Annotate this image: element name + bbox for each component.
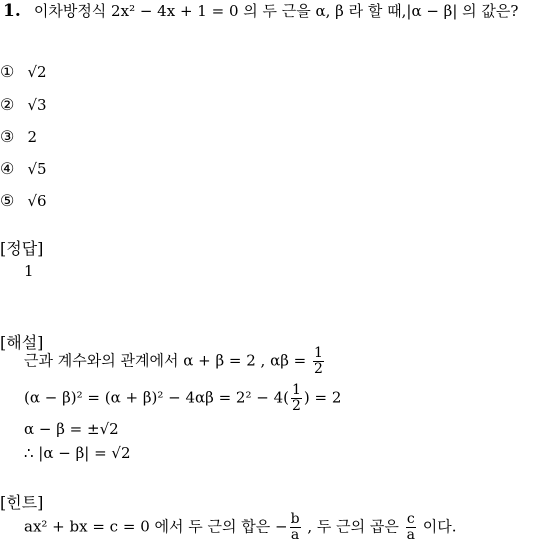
hint-middle: , 두 근의 곱은 [302,517,404,536]
fraction-denominator: 2 [313,361,323,377]
option-2-value: √3 [27,96,47,114]
question-number: 1. [3,1,21,21]
option-1-mark: ① [0,62,15,81]
option-3[interactable] [0,127,37,146]
answer-value: 1 [24,262,34,280]
fraction-denominator: a [290,527,300,543]
explanation-line-4: ∴ |α − β| = √2 [24,444,131,462]
option-4-value: √5 [27,160,47,178]
explanation-line-2 [24,383,341,414]
option-4-mark: ④ [0,159,15,178]
hint-suffix: 이다. [417,517,457,536]
hint-line [24,512,457,543]
fraction-numerator: b [290,511,300,527]
option-5-value: √6 [27,192,47,210]
explanation-line-2-prefix: (α − β)² = (α + β)² − 4αβ = 2² − 4( [24,388,289,407]
fraction-numerator: 1 [313,345,323,361]
hint-prefix: ax² + bx = c = 0 에서 두 근의 합은 − [24,517,288,536]
option-3-mark: ③ [0,127,15,146]
explanation-line-1-text: 근과 계수와의 관계에서 α + β = 2 , αβ = [24,351,311,370]
explanation-label: [해설] [0,333,44,352]
option-4[interactable] [0,159,47,178]
option-5-mark: ⑤ [0,191,15,210]
hint-fraction-2 [406,512,416,543]
option-3-value: 2 [27,128,37,146]
question-line [3,0,518,21]
fraction-numerator: 1 [291,382,301,398]
option-2-mark: ② [0,95,15,114]
option-5[interactable] [0,191,47,210]
explanation-line-1 [24,346,326,377]
explanation-line-2-fraction [291,383,302,414]
fraction-denominator: 2 [291,398,301,414]
answer-label: [정답] [0,239,44,258]
fraction-denominator: a [406,527,415,543]
hint-fraction-1 [290,512,301,543]
option-1[interactable] [0,62,47,81]
fraction-numerator: c [406,511,415,527]
option-2[interactable] [0,95,47,114]
explanation-line-3: α − β = ±√2 [24,420,119,438]
explanation-line-1-fraction [313,346,324,377]
option-1-value: √2 [27,63,47,81]
hint-label: [힌트] [0,493,44,512]
explanation-line-2-suffix: ) = 2 [303,388,342,407]
question-text: 이차방정식 2x² − 4x + 1 = 0 의 두 근을 α, β 라 할 때,|α − β| 의 값은? [33,2,519,20]
